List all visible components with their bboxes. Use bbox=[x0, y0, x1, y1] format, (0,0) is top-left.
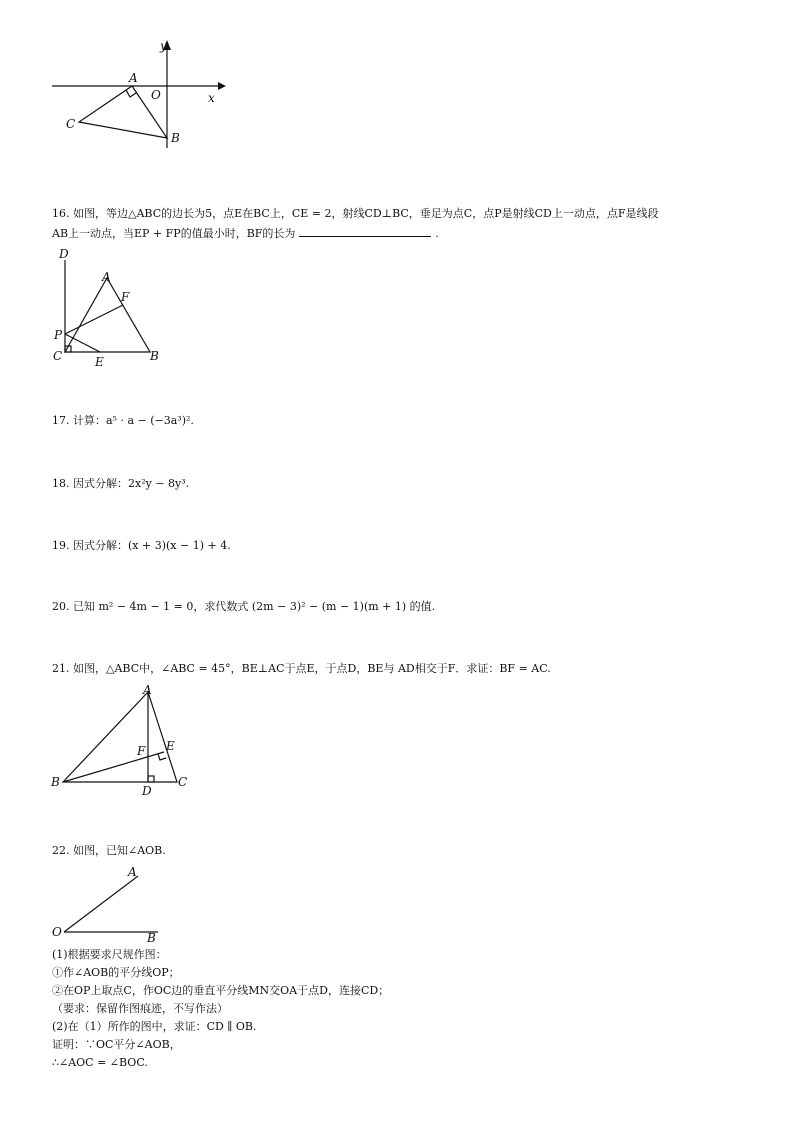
segment-pf bbox=[65, 305, 123, 334]
figure-equilateral-triangle bbox=[50, 248, 170, 370]
question-text: 因式分解：2x²y − 8y³. bbox=[73, 477, 190, 490]
right-angle-mark-icon bbox=[158, 754, 166, 760]
label-e: E bbox=[166, 739, 175, 753]
question-18 bbox=[52, 475, 189, 493]
label-o: O bbox=[52, 925, 62, 939]
question-20 bbox=[52, 598, 435, 616]
x-axis-arrow-icon bbox=[218, 82, 226, 90]
q22-line-4: （要求：保留作图痕迹，不写作法） bbox=[52, 1002, 228, 1015]
question-number: 16. bbox=[52, 207, 70, 220]
label-a: A bbox=[102, 270, 111, 284]
label-p: P bbox=[54, 328, 63, 342]
question-number: 21. bbox=[52, 662, 70, 675]
right-angle-mark-icon bbox=[126, 90, 136, 97]
question-16-line2 bbox=[52, 225, 439, 243]
question-text: 如图，等边△ABC的边长为5，点E在BC上，CE = 2，射线CD⊥BC，垂足为点C，点P是射线CD上一动点，点F是线段 bbox=[73, 207, 659, 220]
triangle-abc bbox=[63, 692, 177, 782]
question-number: 22. bbox=[52, 844, 70, 857]
label-f: F bbox=[137, 744, 146, 758]
figure-triangle-altitudes bbox=[50, 682, 200, 798]
answer-blank[interactable] bbox=[299, 225, 431, 237]
label-c: C bbox=[178, 775, 188, 789]
label-x: x bbox=[208, 91, 215, 105]
question-number: 19. bbox=[52, 539, 70, 552]
q22-line-7: ∴∠AOC = ∠BOC. bbox=[52, 1056, 148, 1069]
period: . bbox=[435, 227, 439, 240]
figure-coordinate-triangle bbox=[50, 36, 230, 156]
label-e: E bbox=[95, 355, 104, 369]
question-text: 如图，△ABC中，∠ABC = 45°，BE⊥AC于点E，于点D，BE与 AD相交于F．求证：BF = AC. bbox=[73, 662, 551, 675]
ray-oa bbox=[64, 876, 138, 932]
label-f: F bbox=[121, 290, 130, 304]
segment-be bbox=[63, 752, 164, 782]
question-number: 20. bbox=[52, 600, 70, 613]
label-b: B bbox=[147, 931, 156, 945]
question-22 bbox=[52, 842, 166, 860]
q22-line-5: (2)在（1）所作的图中，求证：CD ∥ OB. bbox=[52, 1020, 257, 1033]
question-19 bbox=[52, 537, 231, 555]
question-21 bbox=[52, 660, 551, 678]
figure-angle-aob bbox=[50, 864, 170, 946]
question-number: 18. bbox=[52, 477, 70, 490]
q22-line-3: ②在OP上取点C，作OC边的垂直平分线MN交OA于点D，连接CD； bbox=[52, 984, 390, 997]
question-17 bbox=[52, 412, 194, 430]
question-text: AB上一动点，当EP + FP的值最小时，BF的长为 bbox=[52, 227, 296, 240]
label-a: A bbox=[129, 71, 138, 85]
label-d: D bbox=[59, 247, 69, 261]
label-b: B bbox=[150, 349, 159, 363]
q22-line-1: (1)根据要求尺规作图： bbox=[52, 948, 167, 961]
question-text: 如图，已知∠AOB. bbox=[73, 844, 166, 857]
label-o: O bbox=[151, 88, 161, 102]
label-b: B bbox=[51, 775, 60, 789]
question-text: 因式分解：(x + 3)(x − 1) + 4. bbox=[73, 539, 231, 552]
label-y: y bbox=[160, 39, 167, 53]
q22-line-6: 证明：∵OC平分∠AOB， bbox=[52, 1038, 181, 1051]
label-c: C bbox=[66, 117, 76, 131]
question-text: 计算：a⁵ · a − (−3a³)². bbox=[73, 414, 194, 427]
question-text: 已知 m² − 4m − 1 = 0，求代数式 (2m − 3)² − (m − 1)(m + 1) 的值. bbox=[73, 600, 436, 613]
label-c: C bbox=[53, 349, 63, 363]
question-number: 17. bbox=[52, 414, 70, 427]
label-a: A bbox=[128, 865, 137, 879]
question-16 bbox=[52, 205, 658, 223]
q22-line-2: ①作∠AOB的平分线OP； bbox=[52, 966, 180, 979]
label-a: A bbox=[143, 683, 152, 697]
label-d: D bbox=[142, 784, 152, 798]
right-angle-mark-icon bbox=[148, 776, 154, 782]
label-b: B bbox=[171, 131, 180, 145]
